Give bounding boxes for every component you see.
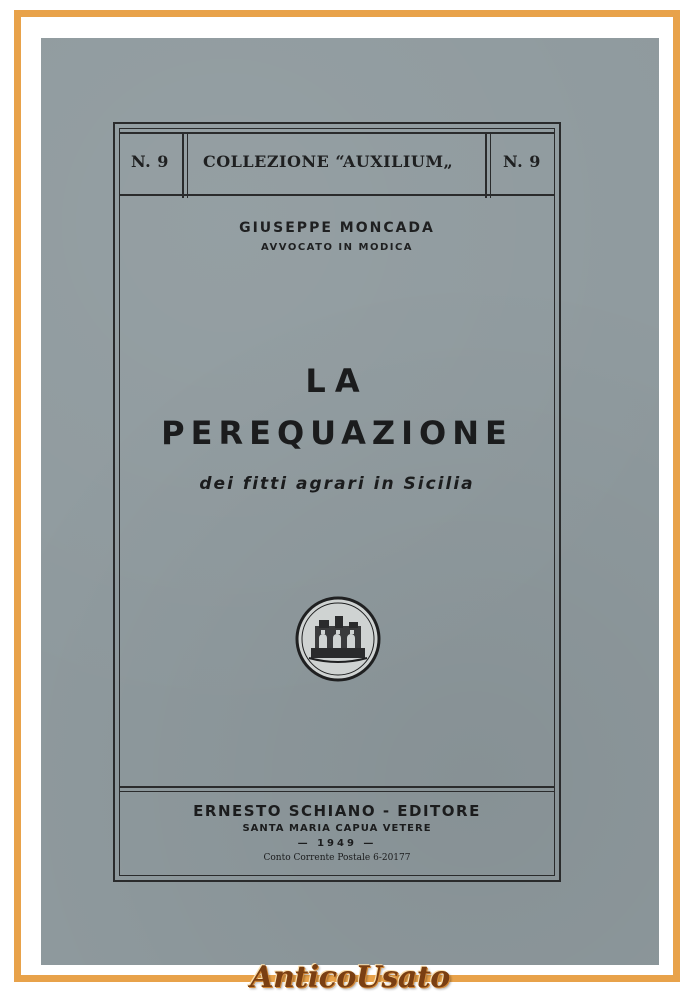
publisher-emblem-icon — [295, 596, 381, 682]
watermark-logo: AnticoUsato — [250, 960, 450, 995]
book-subtitle: dei fitti agrari in Sicilia — [199, 474, 475, 494]
author-title: AVVOCATO IN MODICA — [260, 242, 414, 253]
header-divider-left — [182, 132, 188, 198]
cover-border-inner — [119, 128, 555, 876]
publisher-place: SANTA MARIA CAPUA VETERE — [242, 823, 432, 834]
book-title-line-2: PEREQUAZIONE — [161, 414, 513, 452]
series-number-right: N. 9 — [503, 152, 541, 171]
publication-year: — 1949 — — [297, 838, 377, 849]
publisher-name: ERNESTO SCHIANO - EDITORE — [193, 802, 481, 820]
book-title-line-1: LA — [305, 362, 369, 400]
series-header — [119, 132, 555, 198]
series-number-left: N. 9 — [131, 152, 169, 171]
header-divider-right — [485, 132, 491, 198]
footer-top-rule-thin — [119, 791, 555, 792]
footer-top-rule — [119, 786, 555, 788]
series-title: COLLEZIONE “AUXILIUM„ — [203, 152, 454, 171]
postal-account: Conto Corrente Postale 6-20177 — [263, 853, 411, 863]
author-name: GIUSEPPE MONCADA — [239, 220, 435, 236]
